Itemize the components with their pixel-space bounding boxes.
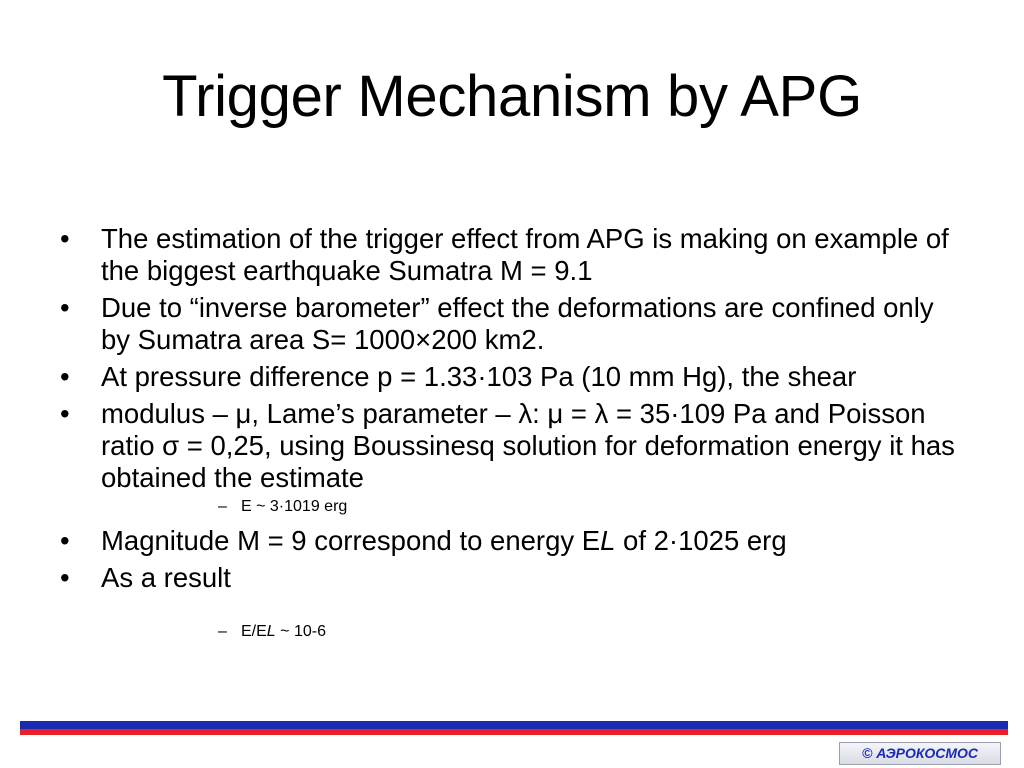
sub-bullet-dash: – bbox=[218, 498, 227, 515]
bullet-text: The estimation of the trigger effect from APG is making on example of the biggest earthquake Sumatra M = 9.1 bbox=[101, 223, 949, 286]
bullet-item bbox=[0, 525, 961, 557]
sub-bullet-text-part: ~ 10-6 bbox=[275, 623, 326, 640]
bullet-text: Due to “inverse barometer” effect the deformations are confined only by Sumatra area S= 1000×200 km2. bbox=[101, 292, 934, 355]
bullet-text: modulus – μ, Lame’s parameter – λ: μ = λ = 35·109 Pa and Poisson ratio σ = 0,25, using Boussinesq solution for deformation energy it has obtained the estimate bbox=[101, 398, 955, 493]
bullet-dot: • bbox=[60, 525, 70, 556]
sub-bullet-text: E ~ 3·1019 erg bbox=[241, 498, 348, 515]
bullet-text-italic: L bbox=[600, 525, 616, 556]
slide-title: Trigger Mechanism by APG bbox=[162, 64, 862, 129]
sub-bullet-item bbox=[0, 622, 1024, 642]
bullet-dot: • bbox=[60, 398, 70, 429]
aerokosmos-logo: © АЭРОКОСМОС bbox=[839, 742, 1001, 765]
sub-bullet-text bbox=[241, 623, 326, 640]
bullet-item bbox=[0, 223, 961, 287]
bullet-list bbox=[0, 223, 1024, 650]
bullet-dot: • bbox=[60, 223, 70, 254]
bullet-text: At pressure difference p = 1.33·103 Pa (10 mm Hg), the shear bbox=[101, 361, 857, 392]
sub-bullet-dash: – bbox=[218, 623, 227, 640]
bullet-dot: • bbox=[60, 361, 70, 392]
sub-bullet-item bbox=[0, 497, 1024, 517]
bullet-text-part: Magnitude M = 9 correspond to energy E bbox=[101, 525, 601, 556]
bullet-dot: • bbox=[60, 562, 70, 593]
bullet-item bbox=[0, 361, 961, 393]
bullet-item bbox=[0, 562, 961, 594]
sub-bullet-text-part: E/E bbox=[241, 623, 267, 640]
bullet-text: As a result bbox=[101, 562, 231, 593]
bullet-text-part: of 2·1025 erg bbox=[615, 525, 787, 556]
sub-bullet-text-italic: L bbox=[266, 623, 276, 640]
footer-rule-blue bbox=[20, 721, 1008, 729]
bullet-text bbox=[101, 525, 787, 556]
bullet-item bbox=[0, 292, 961, 356]
bullet-dot: • bbox=[60, 292, 70, 323]
bullet-item bbox=[0, 398, 961, 494]
footer-rule-red bbox=[20, 729, 1008, 735]
